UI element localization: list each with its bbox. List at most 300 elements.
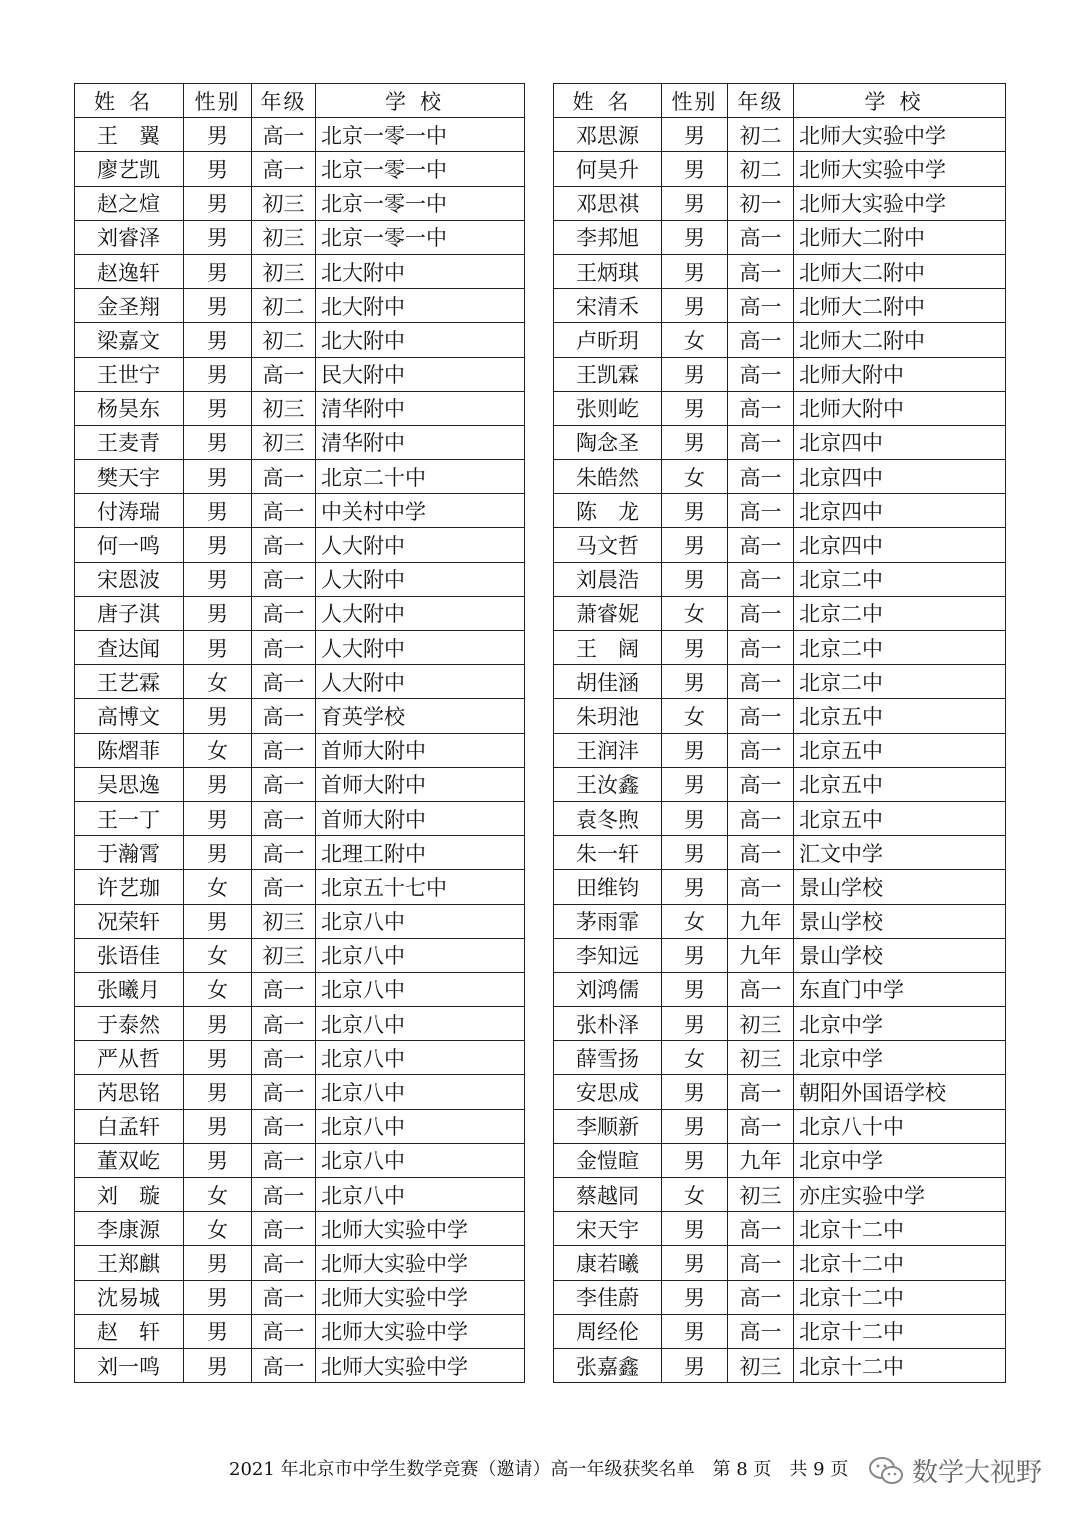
student-gender: 男: [184, 904, 252, 938]
student-name: 刘睿泽: [75, 220, 184, 254]
student-name: 张曦月: [75, 972, 184, 1006]
student-name: 赵轩: [75, 1314, 184, 1348]
table-row: [75, 938, 525, 972]
student-grade: 高一: [728, 391, 794, 425]
student-grade: 高一: [728, 1212, 794, 1246]
student-gender: 男: [184, 1007, 252, 1041]
student-gender: 女: [184, 1178, 252, 1212]
student-grade: 初三: [252, 425, 316, 459]
student-school: 北京五中: [794, 733, 1006, 767]
student-gender: 男: [662, 1348, 728, 1382]
student-school: 北京八中: [316, 938, 525, 972]
table-row: [75, 1143, 525, 1177]
student-school: 亦庄实验中学: [794, 1178, 1006, 1212]
student-name: 张则屹: [554, 391, 662, 425]
student-gender: 男: [184, 220, 252, 254]
student-name: 何一鸣: [75, 528, 184, 562]
student-school: 北师大二附中: [794, 220, 1006, 254]
student-grade: 高一: [252, 357, 316, 391]
student-gender: 男: [662, 562, 728, 596]
student-gender: 男: [662, 118, 728, 152]
student-name: 吴思逸: [75, 767, 184, 801]
student-grade: 高一: [252, 1041, 316, 1075]
table-row: [75, 1041, 525, 1075]
student-school: 北京十二中: [794, 1348, 1006, 1382]
header-name: 姓名: [75, 84, 184, 118]
student-name: 严从哲: [75, 1041, 184, 1075]
student-school: 北京中学: [794, 1041, 1006, 1075]
student-gender: 男: [662, 870, 728, 904]
table-row: [554, 254, 1006, 288]
table-row: [554, 1178, 1006, 1212]
student-school: 北师大实验中学: [794, 152, 1006, 186]
student-name: 何昊升: [554, 152, 662, 186]
student-grade: 九年: [728, 1143, 794, 1177]
student-gender: 男: [662, 528, 728, 562]
student-school: 北京二十中: [316, 460, 525, 494]
student-name: 朱皓然: [554, 460, 662, 494]
student-name: 廖艺凯: [75, 152, 184, 186]
student-school: 北京八中: [316, 1143, 525, 1177]
table-row: [554, 631, 1006, 665]
student-grade: 高一: [728, 460, 794, 494]
student-gender: 男: [184, 118, 252, 152]
student-name: 张嘉鑫: [554, 1348, 662, 1382]
student-name: 梁嘉文: [75, 323, 184, 357]
student-school: 北师大实验中学: [794, 118, 1006, 152]
student-gender: 男: [184, 767, 252, 801]
student-grade: 高一: [728, 1280, 794, 1314]
student-name: 卢昕玥: [554, 323, 662, 357]
student-name: 蔡越同: [554, 1178, 662, 1212]
student-school: 首师大附中: [316, 767, 525, 801]
header-gender: 性别: [662, 84, 728, 118]
header-name: 姓名: [554, 84, 662, 118]
student-name: 刘晨浩: [554, 562, 662, 596]
student-school: 育英学校: [316, 699, 525, 733]
table-row: [75, 801, 525, 835]
student-school: 北京一零一中: [316, 152, 525, 186]
student-grade: 高一: [252, 870, 316, 904]
student-school: 北京八中: [316, 1007, 525, 1041]
student-grade: 高一: [728, 596, 794, 630]
student-school: 北京八十中: [794, 1109, 1006, 1143]
table-row: [554, 425, 1006, 459]
table-row: [75, 357, 525, 391]
student-grade: 高一: [728, 1075, 794, 1109]
student-gender: 男: [184, 1246, 252, 1280]
student-grade: 九年: [728, 938, 794, 972]
table-row: [75, 254, 525, 288]
student-name: 王麦青: [75, 425, 184, 459]
student-name: 王凯霖: [554, 357, 662, 391]
student-school: 北京十二中: [794, 1314, 1006, 1348]
student-grade: 高一: [728, 494, 794, 528]
student-grade: 高一: [252, 836, 316, 870]
table-row: [75, 1075, 525, 1109]
student-name: 付涛瑞: [75, 494, 184, 528]
table-row: [75, 1280, 525, 1314]
table-row: [554, 972, 1006, 1006]
student-name: 袁冬煦: [554, 801, 662, 835]
student-grade: 高一: [728, 425, 794, 459]
student-name: 刘一鸣: [75, 1348, 184, 1382]
student-school: 北京二中: [794, 596, 1006, 630]
student-school: 北京十二中: [794, 1246, 1006, 1280]
student-gender: 女: [184, 870, 252, 904]
table-row: [75, 289, 525, 323]
student-school: 中关村中学: [316, 494, 525, 528]
student-name: 王郑麒: [75, 1246, 184, 1280]
student-grade: 高一: [728, 665, 794, 699]
student-name: 田维钧: [554, 870, 662, 904]
student-school: 北京五十七中: [316, 870, 525, 904]
student-name: 朱一轩: [554, 836, 662, 870]
student-gender: 男: [184, 391, 252, 425]
student-school: 人大附中: [316, 528, 525, 562]
page-footer: 2021 年北京市中学生数学竞赛（邀请）高一年级获奖名单 第 8 页 共 9 页: [229, 1459, 849, 1480]
student-name: 王艺霖: [75, 665, 184, 699]
student-gender: 男: [184, 528, 252, 562]
student-gender: 女: [662, 1178, 728, 1212]
table-row: [554, 1314, 1006, 1348]
table-row: [75, 186, 525, 220]
table-row: [75, 836, 525, 870]
student-gender: 女: [662, 1041, 728, 1075]
student-gender: 男: [662, 357, 728, 391]
table-row: [75, 391, 525, 425]
student-gender: 男: [184, 323, 252, 357]
student-grade: 高一: [252, 152, 316, 186]
student-name: 赵逸轩: [75, 254, 184, 288]
student-grade: 高一: [252, 460, 316, 494]
table-row: [75, 767, 525, 801]
student-school: 首师大附中: [316, 733, 525, 767]
student-name: 沈易城: [75, 1280, 184, 1314]
student-name: 于瀚霄: [75, 836, 184, 870]
student-school: 人大附中: [316, 562, 525, 596]
student-name: 芮思铭: [75, 1075, 184, 1109]
student-grade: 高一: [728, 1246, 794, 1280]
student-gender: 男: [662, 972, 728, 1006]
student-gender: 男: [662, 425, 728, 459]
table-row: [75, 1314, 525, 1348]
table-row: [554, 836, 1006, 870]
watermark: [868, 1452, 1042, 1489]
student-school: 北京五中: [794, 767, 1006, 801]
student-school: 北大附中: [316, 289, 525, 323]
student-name: 宋清禾: [554, 289, 662, 323]
student-school: 北师大二附中: [794, 254, 1006, 288]
student-gender: 男: [184, 494, 252, 528]
table-row: [75, 220, 525, 254]
student-grade: 高一: [728, 699, 794, 733]
student-grade: 初三: [252, 254, 316, 288]
student-gender: 男: [184, 1075, 252, 1109]
table-row: [75, 323, 525, 357]
student-name: 金圣翔: [75, 289, 184, 323]
student-gender: 女: [184, 1212, 252, 1246]
student-name: 王汝鑫: [554, 767, 662, 801]
student-name: 康若曦: [554, 1246, 662, 1280]
student-gender: 女: [184, 938, 252, 972]
student-gender: 男: [184, 152, 252, 186]
student-name: 宋恩波: [75, 562, 184, 596]
table-row: [554, 562, 1006, 596]
student-school: 东直门中学: [794, 972, 1006, 1006]
student-school: 北京二中: [794, 631, 1006, 665]
student-gender: 男: [184, 1348, 252, 1382]
student-school: 北京四中: [794, 460, 1006, 494]
student-grade: 高一: [728, 801, 794, 835]
student-school: 北京五中: [794, 801, 1006, 835]
student-grade: 高一: [728, 357, 794, 391]
student-gender: 男: [184, 357, 252, 391]
student-gender: 女: [662, 323, 728, 357]
student-school: 北师大实验中学: [316, 1348, 525, 1382]
table-row: [75, 972, 525, 1006]
table-row: [554, 528, 1006, 562]
student-name: 白孟轩: [75, 1109, 184, 1143]
student-grade: 高一: [252, 1246, 316, 1280]
student-school: 北师大实验中学: [316, 1314, 525, 1348]
student-name: 张朴泽: [554, 1007, 662, 1041]
student-name: 周经伦: [554, 1314, 662, 1348]
student-grade: 高一: [728, 1314, 794, 1348]
table-row: [75, 1348, 525, 1382]
student-gender: 男: [662, 1109, 728, 1143]
student-grade: 初二: [252, 323, 316, 357]
student-grade: 高一: [252, 118, 316, 152]
student-gender: 男: [184, 289, 252, 323]
table-row: [75, 152, 525, 186]
student-gender: 男: [662, 1314, 728, 1348]
student-name: 张语佳: [75, 938, 184, 972]
table-row: [75, 425, 525, 459]
student-name: 朱玥池: [554, 699, 662, 733]
student-grade: 初二: [728, 118, 794, 152]
student-grade: 初三: [728, 1007, 794, 1041]
table-row: [554, 494, 1006, 528]
table-row: [554, 1075, 1006, 1109]
student-grade: 高一: [252, 1178, 316, 1212]
table-row: [554, 665, 1006, 699]
student-school: 北师大实验中学: [316, 1212, 525, 1246]
student-name: 于泰然: [75, 1007, 184, 1041]
student-gender: 男: [662, 801, 728, 835]
table-row: [554, 767, 1006, 801]
student-name: 邓思祺: [554, 186, 662, 220]
student-grade: 初三: [728, 1348, 794, 1382]
student-gender: 女: [662, 596, 728, 630]
table-row: [554, 1143, 1006, 1177]
student-grade: 初三: [252, 220, 316, 254]
table-row: [75, 528, 525, 562]
student-name: 刘璇: [75, 1178, 184, 1212]
student-school: 北师大二附中: [794, 289, 1006, 323]
student-grade: 初二: [728, 152, 794, 186]
student-school: 北京八中: [316, 972, 525, 1006]
student-name: 李邦旭: [554, 220, 662, 254]
table-row: [75, 733, 525, 767]
table-row: [75, 904, 525, 938]
student-grade: 高一: [728, 836, 794, 870]
student-grade: 高一: [728, 870, 794, 904]
student-name: 王世宁: [75, 357, 184, 391]
table-row: [554, 596, 1006, 630]
student-gender: 男: [184, 186, 252, 220]
student-name: 萧睿妮: [554, 596, 662, 630]
student-name: 王炳琪: [554, 254, 662, 288]
student-school: 民大附中: [316, 357, 525, 391]
student-school: 北京十二中: [794, 1212, 1006, 1246]
student-grade: 高一: [728, 323, 794, 357]
student-name: 李康源: [75, 1212, 184, 1246]
student-grade: 高一: [728, 528, 794, 562]
student-grade: 高一: [728, 1109, 794, 1143]
table-row: [75, 562, 525, 596]
student-school: 汇文中学: [794, 836, 1006, 870]
student-school: 北师大二附中: [794, 323, 1006, 357]
student-school: 北京十二中: [794, 1280, 1006, 1314]
student-name: 查达闻: [75, 631, 184, 665]
student-school: 北京一零一中: [316, 118, 525, 152]
student-name: 宋天宇: [554, 1212, 662, 1246]
student-name: 茅雨霏: [554, 904, 662, 938]
student-gender: 男: [662, 836, 728, 870]
student-school: 北京中学: [794, 1143, 1006, 1177]
student-school: 北京四中: [794, 425, 1006, 459]
student-gender: 男: [662, 289, 728, 323]
table-row: [554, 938, 1006, 972]
student-school: 首师大附中: [316, 801, 525, 835]
student-gender: 男: [184, 836, 252, 870]
student-grade: 初三: [252, 186, 316, 220]
student-gender: 男: [184, 1280, 252, 1314]
table-row: [554, 391, 1006, 425]
student-school: 北京八中: [316, 1109, 525, 1143]
student-grade: 初三: [252, 938, 316, 972]
table-row: [554, 801, 1006, 835]
student-grade: 初二: [252, 289, 316, 323]
student-gender: 男: [662, 733, 728, 767]
student-name: 杨昊东: [75, 391, 184, 425]
student-grade: 高一: [728, 562, 794, 596]
student-gender: 男: [184, 631, 252, 665]
student-gender: 男: [662, 220, 728, 254]
student-school: 北大附中: [316, 323, 525, 357]
student-gender: 男: [662, 665, 728, 699]
student-grade: 高一: [252, 1075, 316, 1109]
student-grade: 初三: [728, 1178, 794, 1212]
student-name: 唐子淇: [75, 596, 184, 630]
table-row: [554, 1348, 1006, 1382]
student-school: 北师大附中: [794, 391, 1006, 425]
table-row: [554, 733, 1006, 767]
student-grade: 高一: [252, 801, 316, 835]
table-row: [554, 870, 1006, 904]
student-grade: 初三: [252, 904, 316, 938]
student-gender: 男: [184, 801, 252, 835]
table-row: [75, 1007, 525, 1041]
student-grade: 高一: [728, 254, 794, 288]
student-school: 景山学校: [794, 870, 1006, 904]
student-grade: 高一: [252, 733, 316, 767]
student-school: 北京八中: [316, 1178, 525, 1212]
student-name: 陈龙: [554, 494, 662, 528]
student-name: 王润沣: [554, 733, 662, 767]
student-school: 人大附中: [316, 596, 525, 630]
student-gender: 男: [184, 1109, 252, 1143]
table-row: [75, 118, 525, 152]
student-name: 金愷暄: [554, 1143, 662, 1177]
table-row: [75, 1109, 525, 1143]
student-grade: 高一: [252, 665, 316, 699]
student-school: 朝阳外国语学校: [794, 1075, 1006, 1109]
student-name: 况荣轩: [75, 904, 184, 938]
student-school: 北京八中: [316, 1041, 525, 1075]
student-gender: 男: [662, 1212, 728, 1246]
student-grade: 高一: [252, 1143, 316, 1177]
table-row: [75, 1178, 525, 1212]
student-school: 北师大附中: [794, 357, 1006, 391]
student-gender: 女: [184, 665, 252, 699]
student-name: 高博文: [75, 699, 184, 733]
student-name: 樊天宇: [75, 460, 184, 494]
student-grade: 九年: [728, 904, 794, 938]
student-name: 马文哲: [554, 528, 662, 562]
student-grade: 高一: [252, 596, 316, 630]
table-row: [554, 118, 1006, 152]
student-gender: 男: [662, 1280, 728, 1314]
student-school: 北京二中: [794, 665, 1006, 699]
student-grade: 高一: [252, 972, 316, 1006]
student-grade: 高一: [252, 1007, 316, 1041]
student-name: 李佳蔚: [554, 1280, 662, 1314]
student-name: 王一丁: [75, 801, 184, 835]
table-row: [554, 220, 1006, 254]
student-school: 北京一零一中: [316, 186, 525, 220]
student-gender: 男: [662, 938, 728, 972]
header-row: [75, 84, 525, 118]
student-grade: 高一: [252, 631, 316, 665]
student-gender: 男: [662, 391, 728, 425]
student-school: 清华附中: [316, 425, 525, 459]
student-name: 王阔: [554, 631, 662, 665]
student-grade: 高一: [252, 1109, 316, 1143]
student-school: 人大附中: [316, 665, 525, 699]
student-school: 景山学校: [794, 938, 1006, 972]
student-name: 邓思源: [554, 118, 662, 152]
header-grade: 年级: [252, 84, 316, 118]
student-gender: 男: [662, 186, 728, 220]
student-school: 景山学校: [794, 904, 1006, 938]
table-row: [554, 152, 1006, 186]
student-grade: 高一: [252, 1280, 316, 1314]
student-gender: 男: [662, 254, 728, 288]
student-grade: 高一: [252, 562, 316, 596]
student-name: 董双屹: [75, 1143, 184, 1177]
header-gender: 性别: [184, 84, 252, 118]
table-row: [554, 460, 1006, 494]
table-row: [554, 186, 1006, 220]
header-grade: 年级: [728, 84, 794, 118]
table-row: [75, 665, 525, 699]
student-grade: 高一: [252, 1314, 316, 1348]
table-row: [75, 870, 525, 904]
table-row: [554, 699, 1006, 733]
student-school: 北京中学: [794, 1007, 1006, 1041]
